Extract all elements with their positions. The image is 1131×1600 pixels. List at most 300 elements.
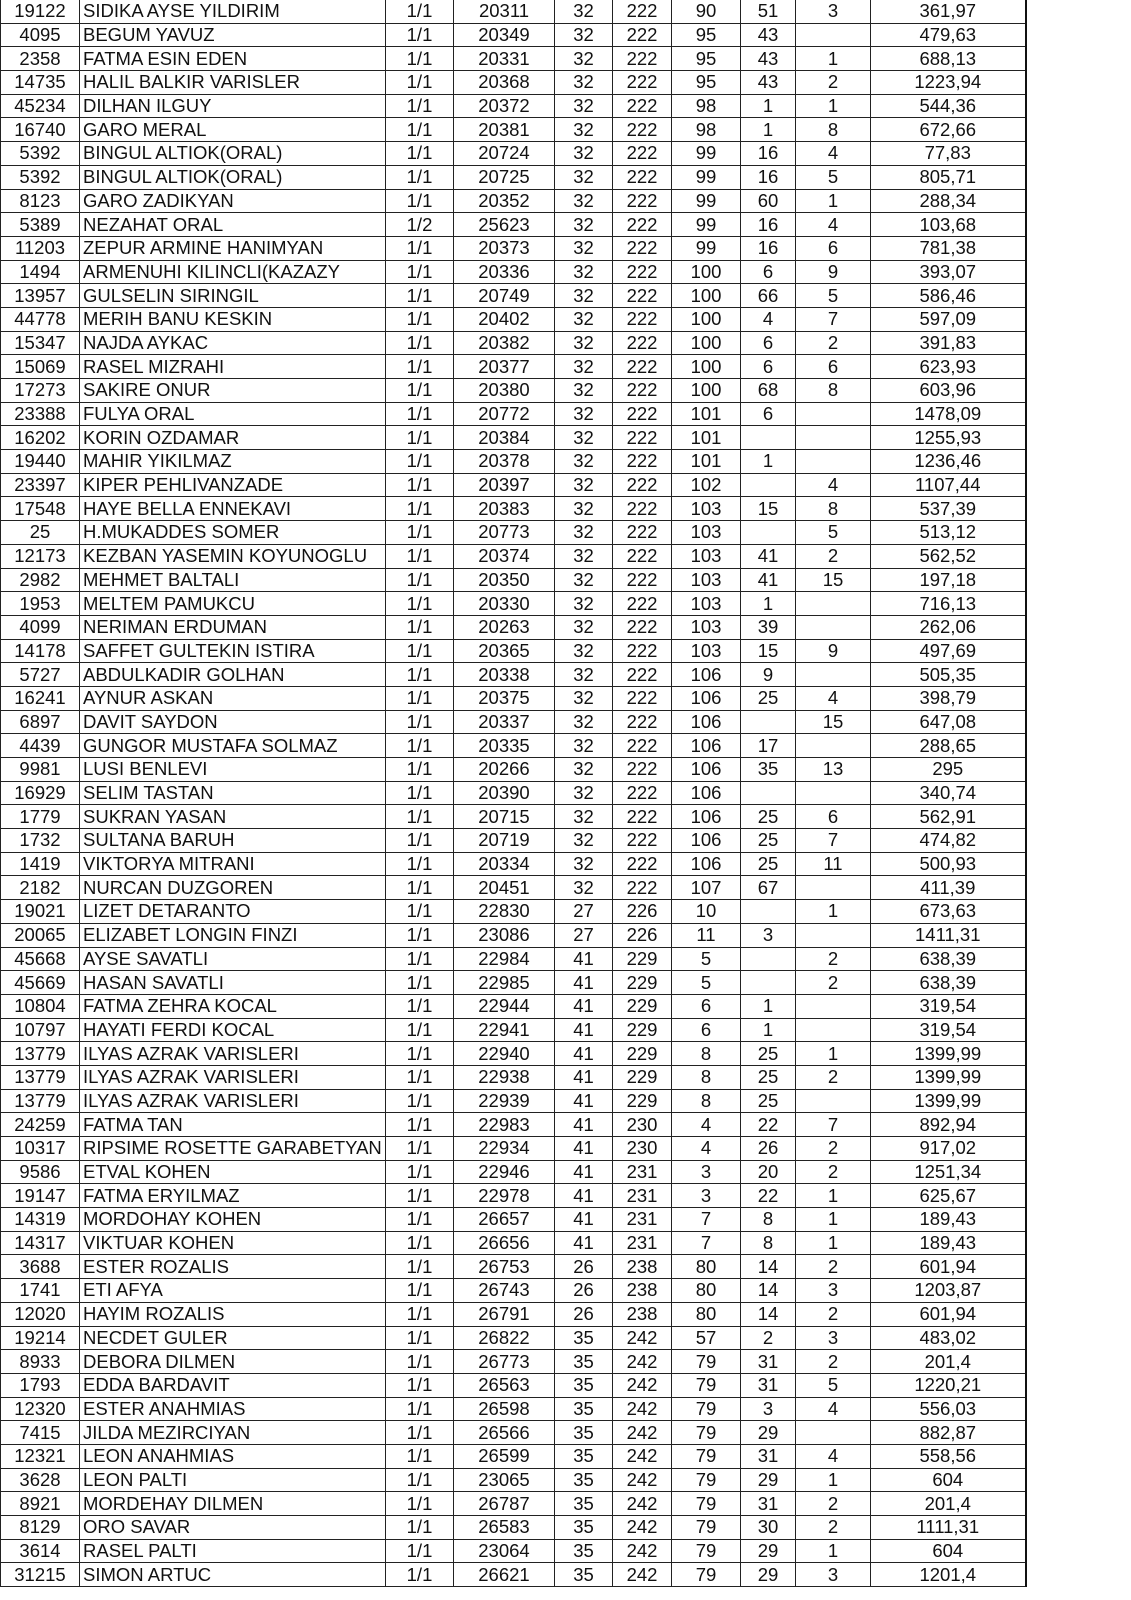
cell-sub1: 25	[741, 1089, 796, 1113]
cell-record-no: 26753	[454, 1255, 555, 1279]
cell-district: 32	[555, 71, 613, 95]
cell-block: 238	[613, 1302, 672, 1326]
records-table-body	[1, 0, 1026, 1587]
cell-block: 231	[613, 1184, 672, 1208]
table-row	[1, 568, 1026, 592]
cell-parcel: 107	[672, 876, 741, 900]
cell-block: 222	[613, 284, 672, 308]
cell-id: 19214	[1, 1326, 80, 1350]
cell-share: 1/1	[386, 473, 454, 497]
table-row	[1, 450, 1026, 474]
cell-id: 10804	[1, 994, 80, 1018]
cell-name: MORDEHAY DILMEN	[80, 1492, 386, 1516]
cell-sub2: 2	[796, 1137, 871, 1161]
cell-sub2: 3	[796, 1326, 871, 1350]
cell-sub1	[741, 473, 796, 497]
cell-share: 1/1	[386, 331, 454, 355]
cell-share: 1/1	[386, 1255, 454, 1279]
cell-record-no: 20397	[454, 473, 555, 497]
cell-amount: 262,06	[871, 615, 1026, 639]
cell-id: 8933	[1, 1350, 80, 1374]
cell-record-no: 22938	[454, 1065, 555, 1089]
cell-block: 222	[613, 236, 672, 260]
cell-record-no: 20719	[454, 829, 555, 853]
cell-id: 12020	[1, 1302, 80, 1326]
cell-id: 14735	[1, 71, 80, 95]
cell-sub1: 6	[741, 331, 796, 355]
cell-name: HAYATI FERDI KOCAL	[80, 1018, 386, 1042]
cell-parcel: 79	[672, 1563, 741, 1587]
cell-sub1: 25	[741, 1042, 796, 1066]
cell-record-no: 20773	[454, 521, 555, 545]
cell-block: 222	[613, 829, 672, 853]
cell-sub1	[741, 426, 796, 450]
cell-district: 32	[555, 497, 613, 521]
cell-district: 32	[555, 213, 613, 237]
cell-record-no: 20725	[454, 165, 555, 189]
cell-share: 1/1	[386, 1444, 454, 1468]
cell-block: 226	[613, 900, 672, 924]
cell-parcel: 79	[672, 1468, 741, 1492]
cell-sub1: 6	[741, 355, 796, 379]
cell-id: 16740	[1, 118, 80, 142]
cell-block: 222	[613, 497, 672, 521]
cell-parcel: 7	[672, 1231, 741, 1255]
cell-sub2	[796, 1421, 871, 1445]
table-row	[1, 284, 1026, 308]
cell-sub2: 2	[796, 1302, 871, 1326]
cell-block: 230	[613, 1137, 672, 1161]
cell-id: 5389	[1, 213, 80, 237]
cell-block: 229	[613, 994, 672, 1018]
cell-name: SIDIKA AYSE YILDIRIM	[80, 0, 386, 23]
cell-block: 222	[613, 852, 672, 876]
cell-sub1	[741, 947, 796, 971]
cell-id: 7415	[1, 1421, 80, 1445]
cell-id: 4439	[1, 734, 80, 758]
cell-sub2: 1	[796, 189, 871, 213]
cell-record-no: 22984	[454, 947, 555, 971]
cell-block: 222	[613, 734, 672, 758]
cell-block: 242	[613, 1563, 672, 1587]
cell-amount: 201,4	[871, 1350, 1026, 1374]
cell-parcel: 102	[672, 473, 741, 497]
cell-sub2: 1	[796, 1042, 871, 1066]
cell-id: 19021	[1, 900, 80, 924]
cell-parcel: 8	[672, 1089, 741, 1113]
cell-share: 1/1	[386, 189, 454, 213]
cell-parcel: 106	[672, 734, 741, 758]
cell-block: 222	[613, 758, 672, 782]
cell-block: 222	[613, 521, 672, 545]
cell-amount: 537,39	[871, 497, 1026, 521]
cell-sub2: 1	[796, 47, 871, 71]
cell-name: GARO ZADIKYAN	[80, 189, 386, 213]
cell-name: MAHIR YIKILMAZ	[80, 450, 386, 474]
cell-parcel: 95	[672, 47, 741, 71]
cell-district: 32	[555, 47, 613, 71]
cell-id: 1793	[1, 1373, 80, 1397]
cell-share: 1/1	[386, 1326, 454, 1350]
cell-sub1: 8	[741, 1231, 796, 1255]
cell-name: ARMENUHI KILINCLI(KAZAZY	[80, 260, 386, 284]
cell-share: 1/1	[386, 781, 454, 805]
cell-amount: 391,83	[871, 331, 1026, 355]
cell-share: 1/1	[386, 497, 454, 521]
cell-block: 222	[613, 592, 672, 616]
cell-block: 242	[613, 1326, 672, 1350]
cell-id: 23388	[1, 402, 80, 426]
cell-id: 3688	[1, 1255, 80, 1279]
cell-parcel: 3	[672, 1184, 741, 1208]
cell-record-no: 20266	[454, 758, 555, 782]
cell-parcel: 99	[672, 142, 741, 166]
cell-name: LIZET DETARANTO	[80, 900, 386, 924]
cell-record-no: 20378	[454, 450, 555, 474]
cell-share: 1/1	[386, 1373, 454, 1397]
cell-id: 13779	[1, 1042, 80, 1066]
cell-name: LEON ANAHMIAS	[80, 1444, 386, 1468]
cell-record-no: 20352	[454, 189, 555, 213]
cell-parcel: 99	[672, 213, 741, 237]
cell-sub1: 16	[741, 236, 796, 260]
cell-district: 35	[555, 1373, 613, 1397]
cell-amount: 197,18	[871, 568, 1026, 592]
table-row	[1, 213, 1026, 237]
cell-amount: 1251,34	[871, 1160, 1026, 1184]
cell-amount: 513,12	[871, 521, 1026, 545]
cell-district: 32	[555, 0, 613, 23]
table-row	[1, 1113, 1026, 1137]
cell-sub2: 3	[796, 0, 871, 23]
cell-parcel: 79	[672, 1397, 741, 1421]
cell-parcel: 5	[672, 947, 741, 971]
cell-district: 35	[555, 1444, 613, 1468]
cell-id: 19122	[1, 0, 80, 23]
cell-share: 1/1	[386, 686, 454, 710]
cell-parcel: 79	[672, 1373, 741, 1397]
table-row	[1, 1468, 1026, 1492]
cell-district: 32	[555, 94, 613, 118]
cell-sub2: 2	[796, 1492, 871, 1516]
cell-district: 32	[555, 521, 613, 545]
cell-sub2: 5	[796, 165, 871, 189]
cell-name: FATMA ESIN EDEN	[80, 47, 386, 71]
cell-record-no: 26621	[454, 1563, 555, 1587]
cell-sub2: 5	[796, 284, 871, 308]
cell-record-no: 26583	[454, 1516, 555, 1540]
cell-amount: 1411,31	[871, 923, 1026, 947]
cell-parcel: 103	[672, 544, 741, 568]
cell-block: 222	[613, 47, 672, 71]
cell-share: 1/1	[386, 592, 454, 616]
table-row	[1, 592, 1026, 616]
cell-sub2: 6	[796, 236, 871, 260]
cell-amount: 638,39	[871, 971, 1026, 995]
cell-share: 1/1	[386, 47, 454, 71]
cell-sub2: 4	[796, 686, 871, 710]
cell-parcel: 106	[672, 852, 741, 876]
cell-block: 242	[613, 1444, 672, 1468]
table-row	[1, 805, 1026, 829]
cell-record-no: 20749	[454, 284, 555, 308]
cell-name: KEZBAN YASEMIN KOYUNOGLU	[80, 544, 386, 568]
cell-district: 41	[555, 1113, 613, 1137]
cell-amount: 201,4	[871, 1492, 1026, 1516]
cell-parcel: 11	[672, 923, 741, 947]
cell-sub1: 35	[741, 758, 796, 782]
cell-district: 32	[555, 284, 613, 308]
cell-record-no: 20381	[454, 118, 555, 142]
cell-id: 10797	[1, 1018, 80, 1042]
table-row	[1, 1302, 1026, 1326]
cell-parcel: 106	[672, 805, 741, 829]
cell-id: 12321	[1, 1444, 80, 1468]
cell-sub2: 6	[796, 805, 871, 829]
cell-block: 222	[613, 876, 672, 900]
cell-sub1: 31	[741, 1373, 796, 1397]
cell-block: 238	[613, 1255, 672, 1279]
cell-name: RASEL MIZRAHI	[80, 355, 386, 379]
cell-sub1: 20	[741, 1160, 796, 1184]
cell-id: 45668	[1, 947, 80, 971]
cell-share: 1/1	[386, 710, 454, 734]
cell-name: HASAN SAVATLI	[80, 971, 386, 995]
cell-sub1: 51	[741, 0, 796, 23]
cell-id: 17548	[1, 497, 80, 521]
cell-sub2: 8	[796, 118, 871, 142]
table-row	[1, 971, 1026, 995]
cell-record-no: 20384	[454, 426, 555, 450]
cell-block: 222	[613, 568, 672, 592]
cell-district: 41	[555, 1065, 613, 1089]
cell-share: 1/1	[386, 876, 454, 900]
cell-amount: 625,67	[871, 1184, 1026, 1208]
cell-amount: 1220,21	[871, 1373, 1026, 1397]
cell-id: 6897	[1, 710, 80, 734]
cell-share: 1/1	[386, 402, 454, 426]
cell-id: 23397	[1, 473, 80, 497]
cell-amount: 1399,99	[871, 1042, 1026, 1066]
table-row	[1, 1065, 1026, 1089]
cell-amount: 497,69	[871, 639, 1026, 663]
cell-block: 222	[613, 686, 672, 710]
cell-id: 12173	[1, 544, 80, 568]
cell-sub1: 43	[741, 47, 796, 71]
cell-district: 32	[555, 142, 613, 166]
cell-parcel: 101	[672, 402, 741, 426]
cell-amount: 882,87	[871, 1421, 1026, 1445]
cell-sub1: 1	[741, 94, 796, 118]
cell-district: 32	[555, 758, 613, 782]
cell-sub2: 1	[796, 1208, 871, 1232]
cell-record-no: 20334	[454, 852, 555, 876]
cell-parcel: 7	[672, 1208, 741, 1232]
cell-block: 222	[613, 331, 672, 355]
cell-name: RASEL PALTI	[80, 1539, 386, 1563]
cell-sub1: 14	[741, 1255, 796, 1279]
cell-sub2: 2	[796, 1516, 871, 1540]
table-row	[1, 852, 1026, 876]
cell-sub2: 2	[796, 971, 871, 995]
cell-sub1: 67	[741, 876, 796, 900]
cell-id: 3628	[1, 1468, 80, 1492]
cell-id: 8123	[1, 189, 80, 213]
cell-id: 1419	[1, 852, 80, 876]
cell-parcel: 79	[672, 1350, 741, 1374]
cell-amount: 688,13	[871, 47, 1026, 71]
cell-amount: 601,94	[871, 1302, 1026, 1326]
cell-share: 1/1	[386, 1350, 454, 1374]
cell-id: 19147	[1, 1184, 80, 1208]
cell-record-no: 26773	[454, 1350, 555, 1374]
cell-id: 13779	[1, 1089, 80, 1113]
cell-amount: 1399,99	[871, 1065, 1026, 1089]
cell-name: LEON PALTI	[80, 1468, 386, 1492]
cell-id: 9981	[1, 758, 80, 782]
cell-parcel: 4	[672, 1113, 741, 1137]
cell-district: 32	[555, 639, 613, 663]
cell-name: BEGUM YAVUZ	[80, 23, 386, 47]
table-row	[1, 497, 1026, 521]
cell-sub2: 2	[796, 1160, 871, 1184]
table-row	[1, 1137, 1026, 1161]
cell-sub2: 3	[796, 1279, 871, 1303]
cell-sub1: 31	[741, 1492, 796, 1516]
cell-sub1: 43	[741, 23, 796, 47]
cell-share: 1/1	[386, 118, 454, 142]
cell-amount: 288,34	[871, 189, 1026, 213]
cell-sub1: 68	[741, 379, 796, 403]
cell-record-no: 22941	[454, 1018, 555, 1042]
cell-district: 32	[555, 710, 613, 734]
cell-sub2: 1	[796, 1539, 871, 1563]
cell-amount: 1236,46	[871, 450, 1026, 474]
cell-sub2: 4	[796, 473, 871, 497]
cell-share: 1/1	[386, 94, 454, 118]
cell-record-no: 26791	[454, 1302, 555, 1326]
cell-parcel: 98	[672, 118, 741, 142]
cell-name: BINGUL ALTIOK(ORAL)	[80, 165, 386, 189]
cell-sub2: 1	[796, 1231, 871, 1255]
cell-amount: 479,63	[871, 23, 1026, 47]
cell-parcel: 103	[672, 639, 741, 663]
cell-district: 27	[555, 923, 613, 947]
cell-share: 1/1	[386, 307, 454, 331]
cell-district: 32	[555, 118, 613, 142]
cell-parcel: 100	[672, 260, 741, 284]
cell-record-no: 22985	[454, 971, 555, 995]
cell-parcel: 100	[672, 355, 741, 379]
table-row	[1, 615, 1026, 639]
cell-share: 1/1	[386, 1042, 454, 1066]
cell-district: 41	[555, 1137, 613, 1161]
cell-id: 31215	[1, 1563, 80, 1587]
cell-district: 32	[555, 355, 613, 379]
cell-id: 2182	[1, 876, 80, 900]
table-row	[1, 118, 1026, 142]
cell-sub2	[796, 1018, 871, 1042]
cell-sub2: 1	[796, 1184, 871, 1208]
table-row	[1, 47, 1026, 71]
cell-id: 14317	[1, 1231, 80, 1255]
cell-sub2	[796, 592, 871, 616]
cell-id: 9586	[1, 1160, 80, 1184]
cell-share: 1/1	[386, 355, 454, 379]
cell-sub2: 4	[796, 1444, 871, 1468]
cell-share: 1/1	[386, 615, 454, 639]
cell-sub1: 22	[741, 1113, 796, 1137]
cell-amount: 393,07	[871, 260, 1026, 284]
cell-share: 1/1	[386, 1563, 454, 1587]
cell-block: 222	[613, 379, 672, 403]
cell-block: 242	[613, 1421, 672, 1445]
cell-sub1: 29	[741, 1563, 796, 1587]
cell-sub2: 1	[796, 900, 871, 924]
cell-id: 16929	[1, 781, 80, 805]
cell-share: 1/1	[386, 900, 454, 924]
table-row	[1, 1160, 1026, 1184]
cell-share: 1/1	[386, 426, 454, 450]
cell-sub2	[796, 426, 871, 450]
cell-sub2: 4	[796, 1397, 871, 1421]
cell-parcel: 103	[672, 615, 741, 639]
table-row	[1, 1208, 1026, 1232]
cell-record-no: 23065	[454, 1468, 555, 1492]
cell-share: 1/1	[386, 236, 454, 260]
cell-block: 231	[613, 1208, 672, 1232]
cell-id: 15069	[1, 355, 80, 379]
cell-name: H.MUKADDES SOMER	[80, 521, 386, 545]
cell-district: 41	[555, 1042, 613, 1066]
cell-parcel: 103	[672, 592, 741, 616]
cell-name: SELIM TASTAN	[80, 781, 386, 805]
cell-name: FATMA ERYILMAZ	[80, 1184, 386, 1208]
cell-sub1: 43	[741, 71, 796, 95]
cell-district: 35	[555, 1563, 613, 1587]
cell-parcel: 95	[672, 71, 741, 95]
cell-name: MEHMET BALTALI	[80, 568, 386, 592]
cell-district: 41	[555, 1231, 613, 1255]
cell-amount: 647,08	[871, 710, 1026, 734]
cell-district: 35	[555, 1516, 613, 1540]
cell-block: 222	[613, 189, 672, 213]
cell-amount: 361,97	[871, 0, 1026, 23]
cell-sub2: 7	[796, 829, 871, 853]
table-row	[1, 1421, 1026, 1445]
cell-sub2: 5	[796, 521, 871, 545]
cell-district: 41	[555, 994, 613, 1018]
cell-sub2: 6	[796, 355, 871, 379]
cell-record-no: 23064	[454, 1539, 555, 1563]
cell-block: 242	[613, 1468, 672, 1492]
cell-sub2	[796, 663, 871, 687]
cell-district: 32	[555, 805, 613, 829]
cell-record-no: 22830	[454, 900, 555, 924]
cell-share: 1/2	[386, 213, 454, 237]
cell-record-no: 22940	[454, 1042, 555, 1066]
cell-amount: 603,96	[871, 379, 1026, 403]
table-row	[1, 71, 1026, 95]
cell-amount: 1107,44	[871, 473, 1026, 497]
cell-record-no: 20338	[454, 663, 555, 687]
cell-name: RIPSIME ROSETTE GARABETYAN	[80, 1137, 386, 1161]
cell-sub2: 7	[796, 1113, 871, 1137]
table-row	[1, 1373, 1026, 1397]
cell-parcel: 3	[672, 1160, 741, 1184]
cell-block: 231	[613, 1160, 672, 1184]
table-row	[1, 686, 1026, 710]
